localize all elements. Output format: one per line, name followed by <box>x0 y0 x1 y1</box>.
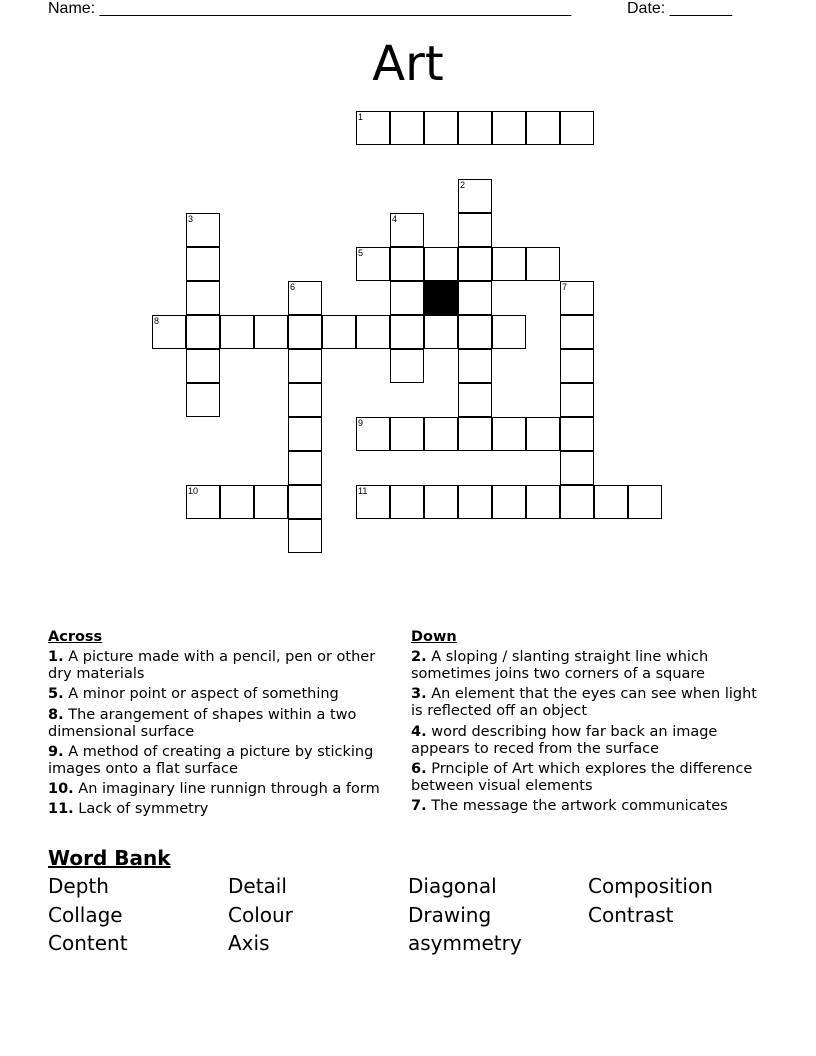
grid-cell[interactable] <box>390 349 424 383</box>
word-bank-item: Detail <box>228 874 287 898</box>
clue-item <box>48 686 398 703</box>
grid-cell[interactable] <box>560 111 594 145</box>
grid-cell[interactable] <box>288 519 322 553</box>
clue-item <box>411 724 761 758</box>
grid-cell[interactable] <box>458 247 492 281</box>
grid-cell[interactable] <box>492 417 526 451</box>
down-heading: Down <box>411 629 457 645</box>
grid-cell[interactable] <box>492 315 526 349</box>
grid-cell[interactable] <box>628 485 662 519</box>
clue-number: 5. <box>48 686 64 703</box>
clue-text: A minor point or aspect of something <box>63 686 339 703</box>
clue-item <box>48 801 398 818</box>
clue-text: A sloping / slanting straight line which sometimes joins two corners of a square <box>411 649 709 682</box>
grid-cell[interactable] <box>186 383 220 417</box>
grid-cell[interactable] <box>288 315 322 349</box>
grid-cell[interactable] <box>186 281 220 315</box>
clue-text: The message the artwork communicates <box>426 798 728 815</box>
grid-cell[interactable] <box>424 315 458 349</box>
grid-cell[interactable] <box>458 417 492 451</box>
grid-cell[interactable] <box>390 485 424 519</box>
grid-cell[interactable] <box>458 485 492 519</box>
clue-item <box>411 798 761 815</box>
grid-cell[interactable] <box>390 417 424 451</box>
grid-cell[interactable] <box>458 281 492 315</box>
word-bank-item: Axis <box>228 931 270 955</box>
clue-text: Prnciple of Art which explores the difference between visual elements <box>411 760 753 794</box>
clue-text: The arangement of shapes within a two dimensional surface <box>48 706 357 740</box>
grid-cell[interactable] <box>254 485 288 519</box>
cell-number: 2 <box>460 180 466 190</box>
grid-cell[interactable] <box>390 247 424 281</box>
grid-cell[interactable] <box>254 315 288 349</box>
clue-number: 6. <box>411 760 427 777</box>
clue-number: 1. <box>48 649 64 665</box>
grid-cell[interactable] <box>288 451 322 485</box>
grid-cell[interactable] <box>458 179 492 213</box>
word-bank-item: Contrast <box>588 903 674 927</box>
grid-cell[interactable] <box>288 281 322 315</box>
grid-cell[interactable] <box>288 383 322 417</box>
across-clues <box>48 629 398 822</box>
word-bank-item: Collage <box>48 903 123 927</box>
grid-cell[interactable] <box>390 281 424 315</box>
word-bank-item: Diagonal <box>408 874 497 898</box>
cell-number: 9 <box>358 418 364 428</box>
cell-number: 10 <box>188 486 199 496</box>
grid-cell[interactable] <box>560 417 594 451</box>
grid-cell[interactable] <box>186 315 220 349</box>
grid-cell[interactable] <box>356 485 390 519</box>
grid-cell[interactable] <box>560 315 594 349</box>
grid-cell[interactable] <box>526 247 560 281</box>
across-clue-list <box>48 649 398 818</box>
cell-number: 3 <box>188 214 194 224</box>
clue-number: 3. <box>411 686 427 703</box>
grid-cell[interactable] <box>322 315 356 349</box>
grid-cell[interactable] <box>560 451 594 485</box>
word-bank-item: Colour <box>228 903 293 927</box>
grid-cell[interactable] <box>526 485 560 519</box>
grid-cell[interactable] <box>424 485 458 519</box>
grid-cell[interactable] <box>220 485 254 519</box>
cell-number: 4 <box>392 214 398 224</box>
clue-item <box>48 744 398 778</box>
clue-number: 2. <box>411 649 427 665</box>
word-bank-title: Word Bank <box>48 846 171 870</box>
grid-cell[interactable] <box>492 111 526 145</box>
grid-cell[interactable] <box>594 485 628 519</box>
grid-cell[interactable] <box>424 417 458 451</box>
grid-cell[interactable] <box>560 349 594 383</box>
grid-cell[interactable] <box>186 349 220 383</box>
grid-cell[interactable] <box>560 485 594 519</box>
cell-number: 7 <box>562 282 568 292</box>
date-label: Date: _______ <box>627 0 732 17</box>
cell-number: 5 <box>358 248 364 258</box>
word-bank-item: Composition <box>588 874 713 898</box>
clue-item <box>411 761 761 795</box>
grid-cell[interactable] <box>492 247 526 281</box>
clue-item <box>48 649 398 683</box>
grid-cell[interactable] <box>492 485 526 519</box>
grid-cell[interactable] <box>560 281 594 315</box>
down-clues <box>411 629 761 818</box>
word-bank-item: Content <box>48 931 128 955</box>
word-bank-item: Drawing <box>408 903 492 927</box>
cell-number: 8 <box>154 316 160 326</box>
grid-cell[interactable] <box>458 111 492 145</box>
grid-cell[interactable] <box>526 111 560 145</box>
grid-cell[interactable] <box>458 213 492 247</box>
grid-cell[interactable] <box>288 485 322 519</box>
grid-cell[interactable] <box>356 417 390 451</box>
grid-cell[interactable] <box>356 247 390 281</box>
grid-cell[interactable] <box>424 247 458 281</box>
black-cell <box>424 281 458 315</box>
clue-text: word describing how far back an image appears to reced from the surface <box>411 723 718 757</box>
grid-cell[interactable] <box>288 417 322 451</box>
cell-number: 1 <box>358 112 364 122</box>
clue-text: An element that the eyes can see when light is reflected off an object <box>411 686 757 720</box>
clue-item <box>48 707 398 741</box>
clue-number: 8. <box>48 706 64 723</box>
clue-item <box>411 649 761 683</box>
word-bank-item: asymmetry <box>408 931 522 955</box>
clue-text: A picture made with a pencil, pen or other dry materials <box>48 649 376 682</box>
grid-cell[interactable] <box>458 383 492 417</box>
grid-cell[interactable] <box>526 417 560 451</box>
grid-cell[interactable] <box>186 485 220 519</box>
grid-cell[interactable] <box>458 349 492 383</box>
grid-cell[interactable] <box>390 315 424 349</box>
grid-cell[interactable] <box>390 213 424 247</box>
grid-cell[interactable] <box>186 247 220 281</box>
clue-number: 10. <box>48 781 74 798</box>
clue-number: 7. <box>411 798 427 815</box>
grid-cell[interactable] <box>152 315 186 349</box>
grid-cell[interactable] <box>186 213 220 247</box>
clue-text: Lack of symmetry <box>73 801 209 818</box>
clue-text: A method of creating a picture by sticking images onto a flat surface <box>48 743 374 777</box>
clue-number: 11. <box>48 801 74 818</box>
clue-item <box>48 781 398 798</box>
clue-number: 4. <box>411 723 427 740</box>
grid-cell[interactable] <box>288 349 322 383</box>
grid-cell[interactable] <box>424 111 458 145</box>
grid-cell[interactable] <box>560 383 594 417</box>
cell-number: 6 <box>290 282 296 292</box>
grid-cell[interactable] <box>390 111 424 145</box>
grid-cell[interactable] <box>356 111 390 145</box>
clue-item <box>411 686 761 720</box>
grid-cell[interactable] <box>220 315 254 349</box>
grid-cell[interactable] <box>356 315 390 349</box>
page-title: Art <box>372 36 444 92</box>
name-label: Name: _____________________________________________________ <box>48 0 572 17</box>
word-bank-item: Depth <box>48 874 109 898</box>
grid-cell[interactable] <box>458 315 492 349</box>
clue-number: 9. <box>48 743 64 760</box>
down-clue-list <box>411 649 761 815</box>
clue-text: An imaginary line runnign through a form <box>73 781 380 798</box>
across-heading: Across <box>48 629 103 645</box>
cell-number: 11 <box>358 486 368 496</box>
